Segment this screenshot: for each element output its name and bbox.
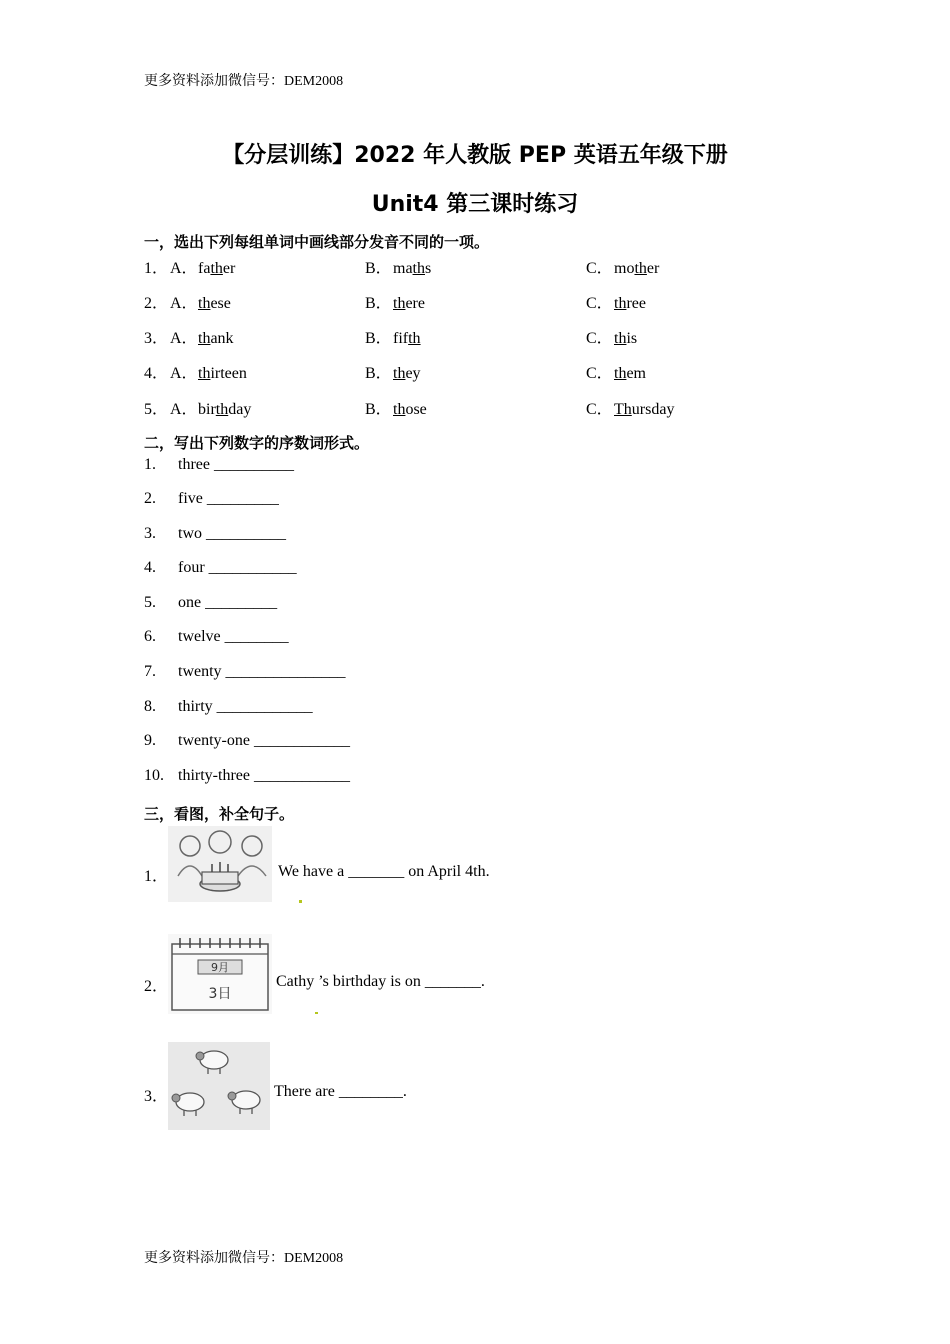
calendar-day: 3日 xyxy=(208,986,232,1002)
option-label: A． xyxy=(170,295,198,312)
question-text: two __________ xyxy=(178,525,286,542)
phonics-question-row xyxy=(0,290,950,312)
option-label: B． xyxy=(365,260,392,277)
question-text: thirty-three ____________ xyxy=(178,767,350,784)
option-b xyxy=(365,290,425,313)
underlined-letters: th xyxy=(408,330,421,347)
option-label: A． xyxy=(170,260,198,277)
question-number: 2． xyxy=(144,978,169,995)
word-suffix: irteen xyxy=(210,365,247,382)
word-suffix: ursday xyxy=(631,401,675,418)
word-suffix: is xyxy=(626,330,638,347)
question-number: 6. xyxy=(144,628,156,645)
option-label: C． xyxy=(586,260,613,277)
question-sentence: There are ________. xyxy=(274,1083,407,1100)
underlined-letters: Th xyxy=(614,401,632,418)
question-number: 3. xyxy=(144,525,156,542)
question-text: twenty _______________ xyxy=(178,663,346,680)
word-prefix: fif xyxy=(393,330,409,347)
underlined-letters: th xyxy=(198,365,211,382)
underlined-letters: th xyxy=(198,330,211,347)
word-prefix: bir xyxy=(198,401,216,418)
question-number: 10. xyxy=(144,767,164,784)
birthday-party-illustration xyxy=(168,826,272,902)
question-text: four ___________ xyxy=(178,559,297,576)
question-number: 5． xyxy=(144,401,169,418)
sheep-illustration xyxy=(168,1042,270,1130)
question-number: 1. xyxy=(144,456,156,473)
phonics-question-row xyxy=(0,396,950,418)
question-number: 1． xyxy=(144,260,169,277)
question-text: five _________ xyxy=(178,490,279,507)
word-prefix: fa xyxy=(198,260,211,277)
option-label: B． xyxy=(365,295,392,312)
birthday-party-picture xyxy=(168,826,272,902)
page-header: 更多资料添加微信号：DEM2008 xyxy=(144,74,344,89)
calendar-illustration xyxy=(168,934,272,1014)
underlined-letters: th xyxy=(393,401,406,418)
section1-heading: 一，选出下列每组单词中画线部分发音不同的一项。 xyxy=(144,233,490,251)
question-text: one _________ xyxy=(178,594,278,611)
option-a xyxy=(170,290,231,313)
option-b xyxy=(365,325,421,348)
underlined-letters: th xyxy=(210,260,223,277)
question-number: 4. xyxy=(144,559,156,576)
underlined-letters: th xyxy=(198,295,211,312)
question-text: thirty ____________ xyxy=(178,698,313,715)
question-number: 9. xyxy=(144,732,156,749)
phonics-question-row xyxy=(0,360,950,382)
word-suffix: ree xyxy=(626,295,646,312)
underlined-letters: th xyxy=(614,330,627,347)
question-sentence: Cathy ’s birthday is on _______. xyxy=(276,973,485,990)
word-suffix: day xyxy=(228,401,252,418)
underlined-letters: th xyxy=(412,260,425,277)
option-c xyxy=(586,396,674,419)
word-suffix: er xyxy=(222,260,236,277)
question-text: twelve ________ xyxy=(178,628,289,645)
option-label: A． xyxy=(170,365,198,382)
word-suffix: er xyxy=(646,260,660,277)
option-label: A． xyxy=(170,401,198,418)
question-number: 4． xyxy=(144,365,169,382)
page-footer: 更多资料添加微信号：DEM2008 xyxy=(144,1251,344,1266)
option-c xyxy=(586,290,646,313)
option-label: C． xyxy=(586,295,613,312)
word-suffix: ank xyxy=(210,330,234,347)
option-c xyxy=(586,255,659,278)
word-suffix: ey xyxy=(405,365,421,382)
question-sentence: We have a _______ on April 4th. xyxy=(278,863,490,880)
word-suffix: ere xyxy=(405,295,425,312)
option-label: B． xyxy=(365,401,392,418)
underlined-letters: th xyxy=(634,260,647,277)
option-c xyxy=(586,360,646,383)
question-number: 5. xyxy=(144,594,156,611)
option-c xyxy=(586,325,637,348)
word-suffix: ese xyxy=(210,295,231,312)
option-a xyxy=(170,396,251,419)
word-suffix: s xyxy=(425,260,432,277)
question-number: 2． xyxy=(144,295,169,312)
phonics-question-row xyxy=(0,325,950,347)
word-prefix: mo xyxy=(614,260,635,277)
question-number: 3． xyxy=(144,1088,169,1105)
option-label: B． xyxy=(365,365,392,382)
underlined-letters: th xyxy=(614,295,627,312)
option-a xyxy=(170,325,234,348)
underlined-letters: th xyxy=(215,401,229,418)
option-b xyxy=(365,360,421,383)
phonics-question-row xyxy=(0,255,950,277)
option-a xyxy=(170,360,247,383)
option-label: C． xyxy=(586,401,613,418)
question-number: 7. xyxy=(144,663,156,680)
word-suffix: ose xyxy=(405,401,427,418)
underlined-letters: th xyxy=(393,295,406,312)
word-prefix: ma xyxy=(393,260,413,277)
option-label: B． xyxy=(365,330,392,347)
sheep-picture xyxy=(168,1042,270,1130)
marker-dot xyxy=(315,1012,318,1014)
calendar-month: 9月 xyxy=(211,961,229,974)
option-b xyxy=(365,396,427,419)
page-subtitle: Unit4 第三课时练习 xyxy=(371,192,579,217)
underlined-letters: th xyxy=(614,365,627,382)
option-label: C． xyxy=(586,330,613,347)
section3-heading: 三，看图，补全句子。 xyxy=(144,805,295,823)
section2-heading: 二，写出下列数字的序数词形式。 xyxy=(144,434,370,452)
question-number: 2. xyxy=(144,490,156,507)
page-title: 【分层训练】2022 年人教版 PEP 英语五年级下册 xyxy=(222,143,728,168)
option-label: A． xyxy=(170,330,198,347)
word-suffix: em xyxy=(626,365,646,382)
option-a xyxy=(170,255,235,278)
question-number: 3． xyxy=(144,330,169,347)
option-b xyxy=(365,255,431,278)
question-text: three __________ xyxy=(178,456,294,473)
underlined-letters: th xyxy=(393,365,406,382)
question-number: 8. xyxy=(144,698,156,715)
question-text: twenty-one ____________ xyxy=(178,732,350,749)
question-number: 1． xyxy=(144,868,169,885)
option-label: C． xyxy=(586,365,613,382)
marker-dot xyxy=(299,900,302,903)
calendar-picture xyxy=(168,934,272,1014)
